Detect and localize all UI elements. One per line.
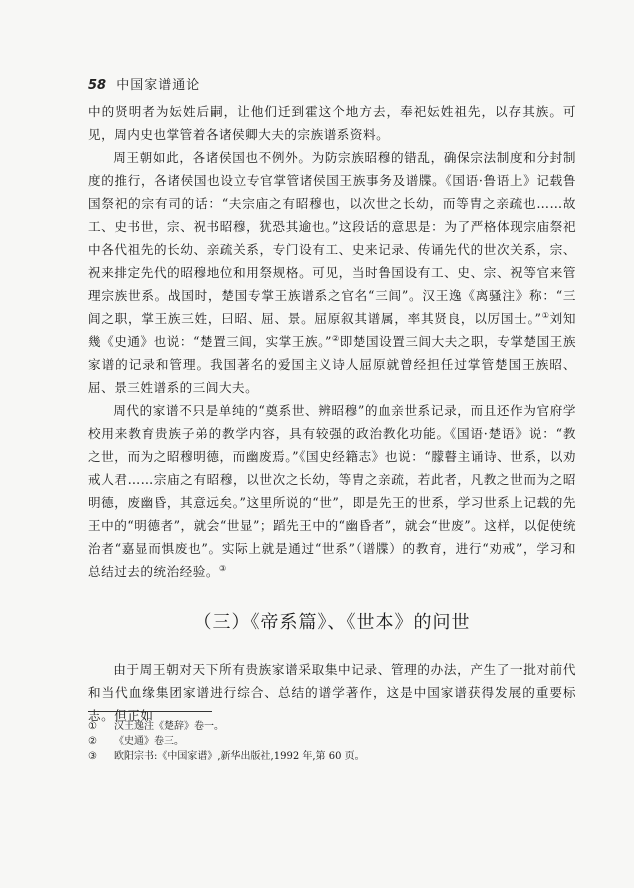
page-number: 58: [88, 78, 107, 93]
footnote-text: 欧阳宗书:《中国家谱》,新华出版社,1992 年,第 60 页。: [114, 751, 365, 762]
footnote-mark: ③: [88, 751, 97, 762]
footnote-item: [88, 749, 576, 764]
footnote-ref-1: ①: [541, 310, 550, 320]
footnote-divider: [88, 711, 212, 712]
footnote-mark: ②: [88, 736, 97, 747]
footnote-item: [88, 734, 576, 749]
paragraph-2-end: 即楚国设置三闾大夫之职，专掌楚国王族家谱的记录和管理。我国著名的爱国主义诗人屈原就曾经担任过掌管楚国王族昭、屈、景三姓谱系的三闾大夫。: [88, 334, 577, 395]
footnote-ref-2: ②: [331, 333, 340, 343]
paragraph-2: [88, 146, 576, 399]
paragraph-2-mid: 刘知幾《史通》也说：“楚置三闾，实掌王族。”: [88, 311, 577, 349]
paragraph-4: 由于周王朝对天下所有贵族家谱采取集中记录、管理的办法，产生了一批对前代和当代血缘集团家谱进行综合、总结的谱学著作，这是中国家谱获得发展的重要标志。但正如: [88, 662, 576, 723]
footnotes: [88, 719, 576, 764]
footnote-mark: ①: [88, 721, 97, 732]
book-title: 中国家谱通论: [116, 78, 201, 93]
section-heading: （三）《帝系篇》、《世本》的问世: [193, 612, 471, 633]
footnote-text: 汉王逸注《楚辞》卷一。: [114, 721, 224, 732]
paragraph-3: [88, 399, 576, 583]
running-header: [88, 74, 200, 93]
paragraph-1: 中的贤明者为妘姓后嗣，让他们迁到霍这个地方去，奉祀妘姓祖先，以存其族。可见，周内史也掌管着各诸侯卿大夫的宗族谱系资料。: [88, 104, 576, 142]
footnote-text: 《史通》卷三。: [114, 736, 184, 747]
footnote-item: [88, 719, 576, 734]
footnote-ref-3: ③: [218, 563, 227, 573]
paragraph-2-text: 周王朝如此，各诸侯国也不例外。为防宗族昭穆的错乱，确保宗法制度和分封制度的推行，各诸侯国也设立专官掌管诸侯国王族事务及谱牒。《国语·鲁语上》记载鲁国祭祀的宗有司的话：“夫宗庙之有昭穆也，以次世之长幼，而等胄之亲疏也……故工、史书世，宗、祝书昭穆，犹恐其逾也。”这段话的意思是：为了严格体现宗庙祭祀中各代祖先的长幼、亲疏关系，专门设有工、史来记录、传诵先代的世次关系，宗、祝来排定先代的昭穆地位和用祭规格。可见，当时鲁国设有工、史、宗、祝等官来管理宗族世系。战国时，楚国专掌王族谱系之官名“三闾”。汉王逸《离骚注》称：“三闾之职，掌王族三姓，曰昭、屈、景。屈原叙其谱属，率其贤良，以厉国士。”: [88, 150, 576, 326]
paragraph-3-text: 周代的家谱不只是单纯的“奠系世、辨昭穆”的血亲世系记录，而且还作为官府学校用来教育贵族子弟的教学内容，具有较强的政治教化功能。《国语·楚语》说：“教之世，而为之昭穆明德，而幽废焉。”《国史经籍志》也说：“朦瞽主诵诗、世系，以劝戒人君……宗庙之有昭穆，以世次之长幼，等胄之亲疏，若此者，凡教之世而为之昭明德，废幽昏，其意远矣。”这里所说的“世”，即是先王的世系，学习世系上记载的先王中的“明德者”，就会“世显”；蹈先王中的“幽昏者”，就会“世废”。这样，以促使统治者“嘉显而惧废也”。实际上就是通过“世系”（谱牒）的教育，进行“劝戒”，学习和总结过去的统治经验。: [88, 403, 576, 579]
main-text: [88, 100, 576, 727]
